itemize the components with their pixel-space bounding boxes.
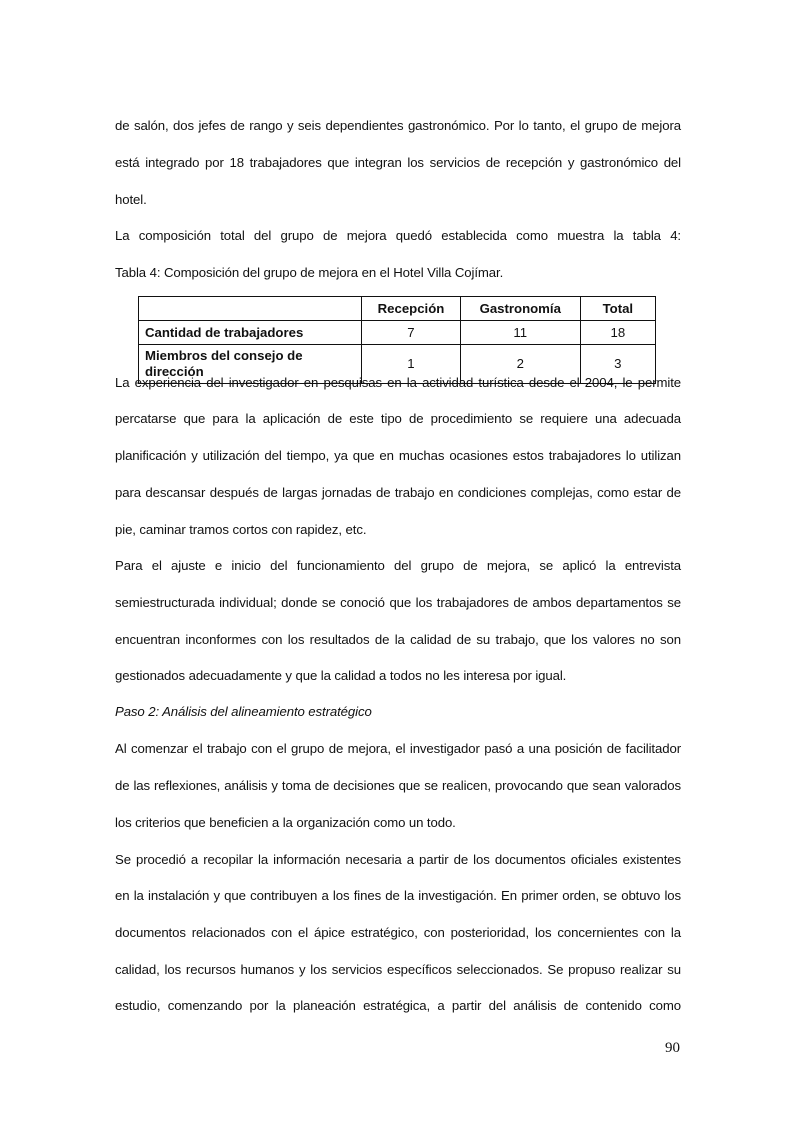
paragraph-line: para descansar después de largas jornadas de trabajo en condiciones complejas, como estar de [115,485,681,500]
paragraph-line: de salón, dos jefes de rango y seis dependientes gastronómico. Por lo tanto, el grupo de mejora [115,118,681,133]
table-cell: 18 [580,321,655,345]
table-cell: 7 [362,321,461,345]
paragraph-line: documentos relacionados con el ápice estratégico, con posterioridad, los concernientes con la [115,925,681,940]
paragraph-line: de las reflexiones, análisis y toma de decisiones que se realicen, provocando que sean valorados [115,778,681,793]
table-cell: 1 [362,345,461,384]
paragraph-line: pie, caminar tramos cortos con rapidez, etc. [115,522,367,537]
paragraph-line: Para el ajuste e inicio del funcionamiento del grupo de mejora, se aplicó la entrevista [115,558,681,573]
table-cell: 2 [460,345,580,384]
paragraph-line: calidad, los recursos humanos y los servicios específicos seleccionados. Se propuso realizar su [115,962,681,977]
paragraph-line: planificación y utilización del tiempo, ya que en muchas ocasiones estos trabajadores lo utilizan [115,448,681,463]
paragraph-line: La experiencia del investigador en pesquisas en la actividad turística desde el 2004, le permite [115,375,681,390]
paragraph-line: percatarse que para la aplicación de este tipo de procedimiento se requiere una adecuada [115,411,681,426]
table-caption: Tabla 4: Composición del grupo de mejora en el Hotel Villa Cojímar. [115,265,504,280]
table-header-row [139,297,656,321]
table-header-recepcion: Recepción [362,297,461,321]
table-cell: 11 [460,321,580,345]
paragraph-line: los criterios que beneficien a la organización como un todo. [115,815,456,830]
paragraph-line: estudio, comenzando por la planeación estratégica, a partir del análisis de contenido como [115,998,681,1013]
table-header-gastronomia: Gastronomía [460,297,580,321]
paragraph-line: está integrado por 18 trabajadores que integran los servicios de recepción y gastronómico del [115,155,681,170]
paragraph-line: Se procedió a recopilar la información necesaria a partir de los documentos oficiales existentes [115,852,681,867]
paragraph-line: Al comenzar el trabajo con el grupo de mejora, el investigador pasó a una posición de facilitador [115,741,681,756]
paragraph-line: La composición total del grupo de mejora quedó establecida como muestra la tabla 4: [115,228,681,243]
table-row [139,321,656,345]
paragraph-line: semiestructurada individual; donde se conoció que los trabajadores de ambos departamentos se [115,595,681,610]
table-header-total: Total [580,297,655,321]
table-row-label: Miembros del consejo de dirección [139,345,362,384]
table-header-empty [139,297,362,321]
page-number: 90 [665,1040,680,1056]
composition-table [138,296,656,384]
paragraph-line: en la instalación y que contribuyen a los fines de la investigación. En primer orden, se obtuvo los [115,888,681,903]
table-row-label: Cantidad de trabajadores [139,321,362,345]
table-cell: 3 [580,345,655,384]
paragraph-line: encuentran inconformes con los resultados de la calidad de su trabajo, que los valores no son [115,632,681,647]
paragraph-line: hotel. [115,192,147,207]
section-heading: Paso 2: Análisis del alineamiento estratégico [115,704,372,719]
paragraph-line: gestionados adecuadamente y que la calidad a todos no les interesa por igual. [115,668,567,683]
